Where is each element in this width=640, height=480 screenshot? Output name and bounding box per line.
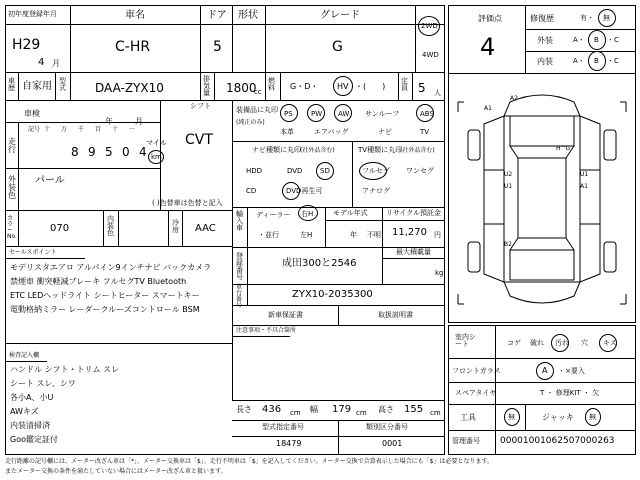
model-year-label: モデル年式: [333, 209, 368, 217]
reg-month: 4: [38, 57, 45, 68]
height-label: 高さ: [378, 405, 394, 414]
shift-value: CVT: [185, 132, 213, 148]
chassis-label: 車台番号: [236, 284, 243, 309]
model-label: 車名: [125, 10, 145, 21]
color-note: ( )色替車は色替と記入: [152, 199, 223, 207]
drive-4wd: 4WD: [422, 51, 439, 59]
diagram-a1b: A1: [580, 183, 588, 190]
equipment-label: 装備品に丸印: [236, 106, 278, 114]
exterior-color-label: 外装色: [8, 175, 16, 200]
odometer-digit: 0: [122, 145, 130, 159]
recycle-value: 11,270: [392, 227, 427, 238]
equipment-sub: (純正のみ): [236, 119, 265, 126]
usage-value: 自家用: [22, 81, 52, 92]
mgmt-label: 管理番号: [452, 437, 480, 445]
right-hand: 右H: [301, 210, 314, 218]
score-label: 評価点: [478, 14, 502, 23]
odometer-digit: 9: [88, 145, 96, 159]
odometer-unit: 十: [112, 126, 119, 133]
fuel-options: G・D・: [290, 82, 319, 91]
width-label: 幅: [310, 405, 318, 414]
tv-label: TV種類に丸印: [358, 146, 403, 154]
cooling-value: AAC: [195, 223, 216, 234]
door-label: ドア: [207, 10, 227, 21]
odometer-digit: 4: [139, 145, 147, 159]
category-no-value: 0001: [382, 439, 403, 448]
manual-label: 取扱説明書: [378, 311, 413, 319]
diagram-trunk: [510, 250, 574, 280]
diagram-left-side: [484, 116, 504, 282]
front-glass-selected: A: [542, 366, 548, 375]
capacity-value: 5: [418, 81, 426, 95]
seat-item: 汚れ: [555, 339, 569, 347]
plate-value: 成田300と2546: [282, 258, 357, 269]
fuel-selected: HV: [337, 82, 349, 91]
cooling-label: 冷房: [172, 219, 179, 234]
navi-label: ナビ種類に丸印: [252, 146, 301, 154]
exterior-selected: B: [594, 36, 599, 44]
diagram-a1: A1: [484, 105, 492, 112]
car-damage-diagram: [448, 74, 636, 322]
unit-km: km: [151, 153, 162, 161]
diagram-u1: U1: [504, 183, 513, 190]
seat-item: コゲ: [507, 339, 521, 347]
spare-label: スペアタイヤ: [455, 389, 497, 397]
shift-label: シフト: [190, 102, 211, 110]
repair-selected: 無: [603, 14, 610, 22]
diagram-hg: H^G: [556, 145, 571, 152]
navi-item: DVD: [287, 167, 303, 175]
reg-year: H29: [12, 37, 41, 53]
sales-point-label: セールスポイント: [9, 249, 57, 256]
fuel-label: 燃料: [268, 77, 275, 92]
height-value: 155: [404, 404, 424, 415]
length-label: 長さ: [236, 405, 252, 414]
navi-item: HDD: [246, 167, 263, 175]
plate-label: 登録番号: [236, 252, 243, 281]
equipment-item: PS: [284, 110, 293, 118]
seat-label: 室内シート: [455, 333, 476, 348]
score-value: 4: [480, 33, 496, 61]
diagram-rear-right-tire: [604, 242, 616, 272]
front-glass-after: ・×要入: [558, 367, 585, 375]
width-value: 179: [332, 404, 352, 415]
drive-2wd: 2WD: [421, 22, 438, 30]
import-dealer: ディーラー: [256, 211, 291, 219]
diagram-roof: [518, 158, 566, 238]
capacity-unit: 人: [434, 89, 441, 97]
inspector-label: 検査記入欄: [9, 352, 40, 359]
grade-value: G: [332, 39, 343, 55]
footer-note-2: またメーター交換の条件を満たしていない場合にはメーター改ざん車と扱います。: [5, 468, 227, 475]
inspector-note-line: Goo鑑定証付: [10, 435, 58, 444]
odometer-unit: 一: [129, 126, 136, 133]
warranty-label: 新車保証書: [268, 311, 303, 319]
tv-item: ワンセグ: [406, 167, 434, 175]
odometer-digit: 8: [71, 145, 79, 159]
exterior-color-value: パール: [35, 175, 65, 186]
jack-label: ジャッキ: [542, 413, 574, 422]
displacement-unit: cc: [254, 88, 262, 96]
shape-label: 形状: [238, 10, 258, 21]
equipment-item: 本革: [280, 128, 294, 136]
width-unit: cm: [356, 409, 367, 417]
import-parallel: ・並行: [258, 231, 279, 239]
odometer-unit: 万: [61, 126, 68, 133]
type-value: DAA-ZYX10: [95, 81, 164, 95]
seat-item: 穴: [581, 339, 588, 347]
interior-after: ・C: [607, 57, 619, 65]
navi-item: DVD再生可: [286, 187, 323, 195]
odometer-unit: 千: [78, 126, 85, 133]
capacity-label: 定員: [401, 77, 408, 92]
equipment-item: サンルーフ: [365, 110, 400, 118]
recycle-label: リサイクル預託金: [386, 209, 442, 217]
import-label: 輸入車: [236, 210, 243, 232]
length-value: 436: [262, 404, 282, 415]
inspector-note-line: 各小A、小U: [10, 393, 54, 402]
type-label: 型式: [59, 77, 66, 92]
repair-options: 有・: [580, 14, 594, 22]
diagram-rear-outline: [504, 282, 580, 303]
exterior-grades: A・: [573, 36, 585, 44]
diagram-u1b: U1: [580, 171, 589, 178]
inspector-note-line: AWキズ: [10, 407, 39, 416]
reg-date-label: 初年度登録年月: [8, 10, 57, 18]
model-year-unknown: 不明: [367, 231, 381, 239]
tv-item: フルセグ: [362, 167, 390, 175]
interior-label: 内装: [537, 57, 553, 66]
inspector-note-line: ハンドル シフト・トリム スレ: [10, 365, 120, 374]
tv-item: アナログ: [362, 187, 390, 195]
tv-sub: (社外品含む): [400, 147, 435, 154]
mileage-label: 走行: [8, 137, 16, 154]
sales-point-line: 禁煙車 衝突軽減ブレーキ フルセグTV Bluetooth: [10, 277, 187, 286]
navi-item: SD: [320, 167, 330, 175]
category-no-label: 類別区分番号: [366, 423, 408, 431]
footer-note-1: 走行距離の記号欄には、メーター改ざん車は「*」、メーター交換車は「$」、走行不明車は「$」を記入してください。メーター交換で合算表示した場合にも「$」は必要となります。: [5, 458, 493, 465]
load-label: 最大積載量: [396, 248, 431, 256]
displacement-label: 排気量: [203, 75, 210, 97]
tools-value: 無: [508, 413, 515, 421]
displacement-value: 1800: [226, 81, 257, 95]
equipment-item: ナビ: [378, 128, 392, 136]
repair-label: 修復歴: [530, 14, 554, 23]
seat-item: キズ: [603, 339, 617, 347]
door-count: 5: [213, 39, 222, 55]
diagram-rear-window: [510, 238, 574, 250]
diagram-b2: B2: [504, 241, 512, 248]
equipment-item: ABS: [420, 110, 434, 118]
diagram-front-left-tire: [468, 130, 480, 160]
interior-grades: A・: [573, 57, 585, 65]
history-label: 車歴: [8, 77, 15, 92]
sales-point-line: 電動格納ミラー レーダークルーズコントロール BSM: [10, 305, 200, 314]
equipment-item: AW: [338, 110, 350, 118]
load-unit: kg: [435, 269, 444, 277]
height-unit: cm: [430, 409, 441, 417]
jack-value: 無: [589, 413, 596, 421]
grade-label: グレード: [320, 10, 360, 21]
diagram-front-right-tire: [604, 130, 616, 160]
sales-point-line: モデリスタエアロ アルパイン9インチナビ バックカメラ: [10, 263, 212, 272]
record-mark-label: 記号: [28, 126, 41, 133]
diagram-rear-left-tire: [468, 242, 480, 272]
navi-item: CD: [246, 187, 257, 195]
equipment-item: PW: [311, 110, 323, 118]
exterior-after: ・C: [607, 36, 619, 44]
fuel-other: ・( ): [355, 82, 386, 91]
spec-no-value: 18479: [276, 439, 302, 448]
equipment-item: TV: [420, 128, 430, 136]
spare-options: T ・ 修理KIT ・ 欠: [540, 389, 600, 397]
odometer-unit: 十: [44, 126, 51, 133]
color-no-label: カラーNo.: [7, 215, 17, 240]
equipment-item: エアバッグ: [314, 128, 349, 136]
color-no-value: 070: [50, 223, 70, 234]
spec-no-label: 型式指定番号: [262, 423, 304, 431]
chassis-value: ZYX10-2035300: [292, 289, 373, 300]
odometer-digit: 5: [105, 145, 113, 159]
diagram-right-side: [580, 116, 600, 282]
model-value: C-HR: [115, 39, 151, 55]
front-glass-label: フロントガラス: [452, 367, 501, 375]
reg-month-unit: 月: [52, 59, 60, 68]
inspector-note-line: 内装清掃済: [10, 421, 50, 430]
interior-color-label: 内装色: [107, 215, 114, 237]
diagram-a2: A2: [510, 95, 518, 102]
unit-mile: マイル: [146, 139, 167, 147]
exterior-label: 外装: [537, 36, 553, 45]
tools-label: 工具: [460, 413, 476, 422]
model-year-unit: 年: [350, 231, 357, 239]
inspection-month: 月: [135, 117, 143, 126]
seat-item: 破れ: [530, 339, 544, 347]
inspector-note-line: シート スレ、シワ: [10, 379, 76, 388]
inspection-label: 車検: [24, 109, 40, 118]
odometer-unit: 百: [95, 126, 102, 133]
mgmt-value: 00001001062507000263: [500, 436, 615, 446]
interior-selected: B: [594, 57, 599, 65]
notes-label: 注意事項・不具合箇所: [236, 327, 297, 334]
length-unit: cm: [290, 409, 301, 417]
navi-sub: (社外品含む): [300, 147, 335, 154]
diagram-u2: U2: [504, 171, 513, 178]
sales-point-line: ETC LEDヘッドライト シートヒーター スマートキー: [10, 291, 200, 300]
diagram-hood: [510, 116, 574, 146]
inspection-year: 年: [105, 117, 113, 126]
left-hand: 左H: [300, 231, 313, 239]
recycle-unit: 円: [434, 231, 441, 239]
